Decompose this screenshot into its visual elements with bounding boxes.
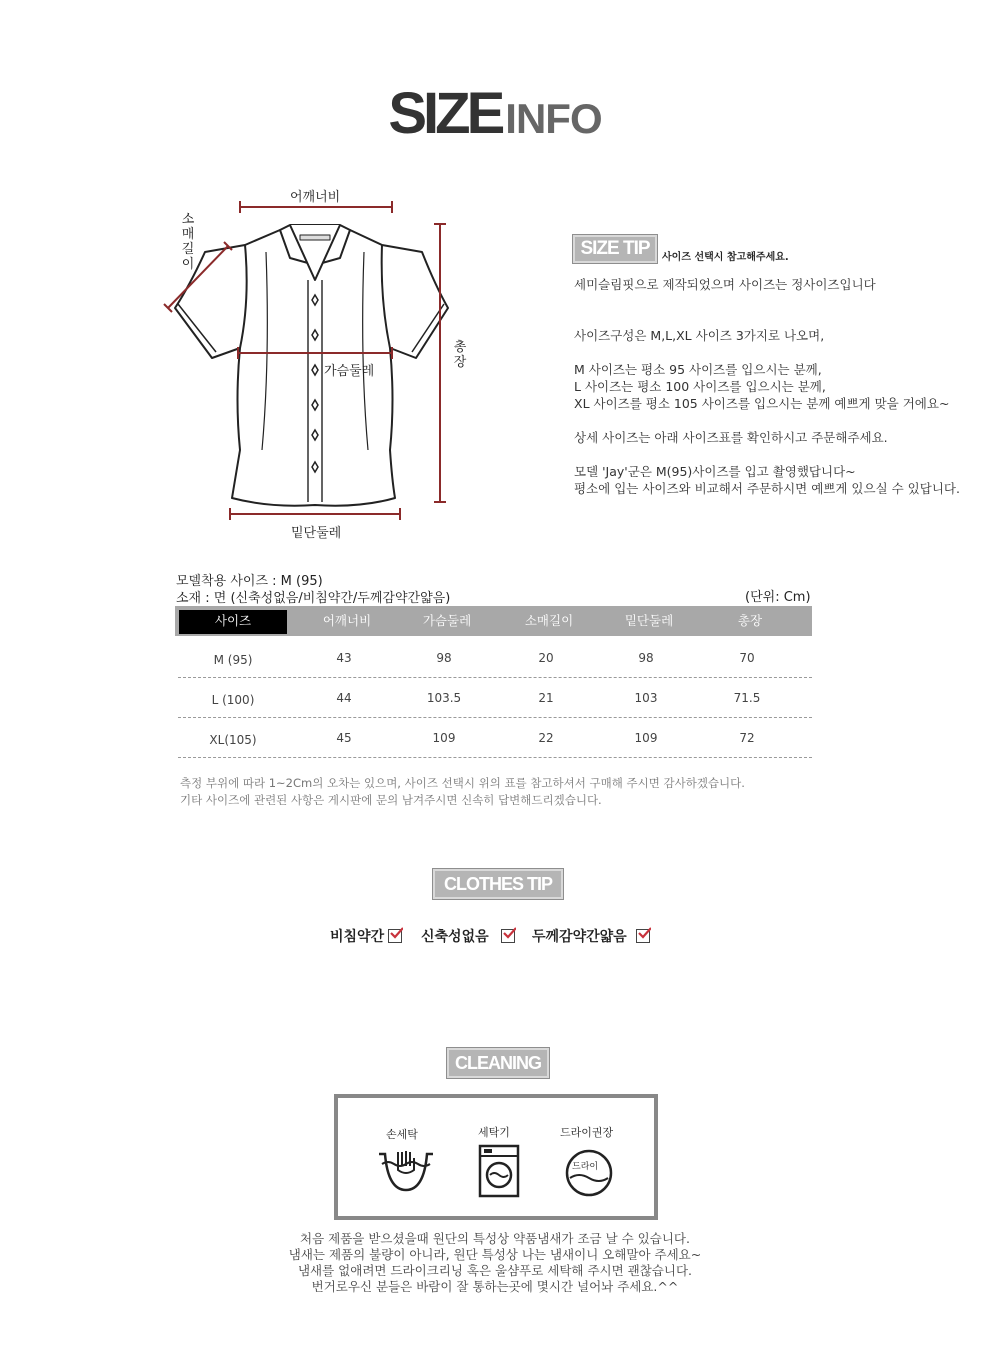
table-cell: XL(105) xyxy=(209,733,257,747)
row-divider xyxy=(178,677,812,678)
dry-icon-text: 드라이 xyxy=(572,1162,599,1172)
cleaning-note: 냄새는 제품의 불량이 아니라, 원단 특성상 나는 냄새이니 오해말아 주세요~ xyxy=(288,1247,702,1262)
table-cell: 45 xyxy=(336,731,352,745)
model-size: 모델착용 사이즈 : M (95) xyxy=(176,574,323,589)
table-cell: 22 xyxy=(538,731,554,745)
label-shoulder: 어깨너비 xyxy=(290,190,341,205)
table-cell: 20 xyxy=(538,651,554,665)
size-tip-subtitle: 사이즈 선택시 참고해주세요. xyxy=(662,252,789,263)
cleaning-note: 처음 제품을 받으셨을때 원단의 특성상 약품냄새가 조금 날 수 있습니다. xyxy=(300,1231,690,1246)
size-tip-line: 모델 'Jay'군은 M(95)사이즈를 입고 촬영했답니다~ xyxy=(574,464,856,479)
page-title xyxy=(0,80,990,147)
label-length: 총장 xyxy=(453,340,467,370)
table-cell: L (100) xyxy=(211,693,255,707)
dry-clean-label: 드라이권장 xyxy=(560,1126,614,1139)
table-cell: 98 xyxy=(638,651,654,665)
header-length: 총장 xyxy=(737,613,763,628)
shirt-size-diagram xyxy=(150,180,480,550)
header-sleeve: 소매길이 xyxy=(524,613,574,628)
table-cell: 109 xyxy=(432,731,456,745)
table-cell: 103.5 xyxy=(426,691,462,705)
material: 소재 : 면 (신축성없음/비침약간/두께감약간얇음) xyxy=(176,591,451,606)
unit-label: (단위: Cm) xyxy=(745,590,811,605)
size-tip-badge: SIZE TIP xyxy=(572,234,658,264)
check-icon xyxy=(637,927,651,941)
row-divider xyxy=(178,717,812,718)
label-sleeve: 소매길이 xyxy=(181,212,195,272)
row-divider xyxy=(178,757,812,758)
table-cell: 109 xyxy=(634,731,658,745)
washing-machine-icon xyxy=(478,1144,520,1198)
measure-note: 기타 사이즈에 관련된 사항은 게시판에 문의 남겨주시면 신속히 답변해드리겠습니다. xyxy=(180,793,602,807)
table-cell: 70 xyxy=(739,651,755,665)
header-size: 사이즈 xyxy=(214,613,252,628)
machine-wash-label: 세탁기 xyxy=(478,1126,510,1139)
size-tip-line: 상세 사이즈는 아래 사이즈표를 확인하시고 주문해주세요. xyxy=(574,430,888,445)
table-cell: 71.5 xyxy=(733,691,761,705)
label-chest: 가슴둘레 xyxy=(324,364,375,379)
hand-wash-label: 손세탁 xyxy=(386,1128,418,1141)
clothes-tip-item: 두께감약간얇음 xyxy=(532,929,627,945)
size-tip-line: 세미슬림핏으로 제작되었으며 사이즈는 정사이즈입니다 xyxy=(574,277,876,292)
cleaning-note: 번거로우신 분들은 바람이 잘 통하는곳에 몇시간 널어놔 주세요.^^ xyxy=(311,1279,679,1294)
cleaning-methods-box xyxy=(334,1094,658,1220)
table-cell: 103 xyxy=(634,691,658,705)
header-hem: 밑단둘레 xyxy=(624,613,674,628)
checkbox-icon xyxy=(388,929,402,943)
clothes-tip-item: 비침약간 xyxy=(330,929,385,945)
table-cell: 21 xyxy=(538,691,554,705)
dry-clean-icon xyxy=(564,1148,614,1198)
cleaning-note: 냄새를 없애려면 드라이크리닝 혹은 울샴푸로 세탁해 주시면 괜찮습니다. xyxy=(297,1263,693,1278)
header-chest: 가슴둘레 xyxy=(422,613,472,628)
size-table-header xyxy=(175,606,812,636)
clothes-tip-item: 신축성없음 xyxy=(421,929,489,945)
table-cell: 43 xyxy=(336,651,352,665)
size-tip-line: M 사이즈는 평소 95 사이즈를 입으시는 분께, xyxy=(574,362,822,377)
check-icon xyxy=(389,927,403,941)
table-cell: M (95) xyxy=(213,653,253,667)
label-hem: 밑단둘레 xyxy=(291,526,342,541)
size-tip-line: 사이즈구성은 M,L,XL 사이즈 3가지로 나오며, xyxy=(574,328,825,343)
measure-note: 측정 부위에 따라 1~2Cm의 오차는 있으며, 사이즈 선택시 위의 표를 참고하셔서 구매해 주시면 감사하겠습니다. xyxy=(180,776,745,790)
clothes-tip-badge: CLOTHES TIP xyxy=(432,868,564,900)
size-tip-line: XL 사이즈를 평소 105 사이즈를 입으시는 분께 예쁘게 맞을 거에요~ xyxy=(574,396,950,411)
title-info: INFO xyxy=(505,95,602,142)
size-tip-line: L 사이즈는 평소 100 사이즈를 입으시는 분께, xyxy=(574,379,826,394)
hand-wash-icon xyxy=(376,1148,436,1194)
checkbox-icon xyxy=(636,929,650,943)
size-tip-line: 평소에 입는 사이즈와 비교해서 주문하시면 예쁘게 있으실 수 있답니다. xyxy=(574,481,960,496)
table-cell: 98 xyxy=(436,651,452,665)
checkbox-icon xyxy=(501,929,515,943)
cleaning-badge: CLEANING xyxy=(446,1047,550,1079)
table-cell: 72 xyxy=(739,731,755,745)
shirt-illustration xyxy=(150,180,480,550)
header-shoulder: 어깨너비 xyxy=(322,613,372,628)
title-size: SIZE xyxy=(388,81,502,146)
check-icon xyxy=(502,927,516,941)
table-cell: 44 xyxy=(336,691,352,705)
